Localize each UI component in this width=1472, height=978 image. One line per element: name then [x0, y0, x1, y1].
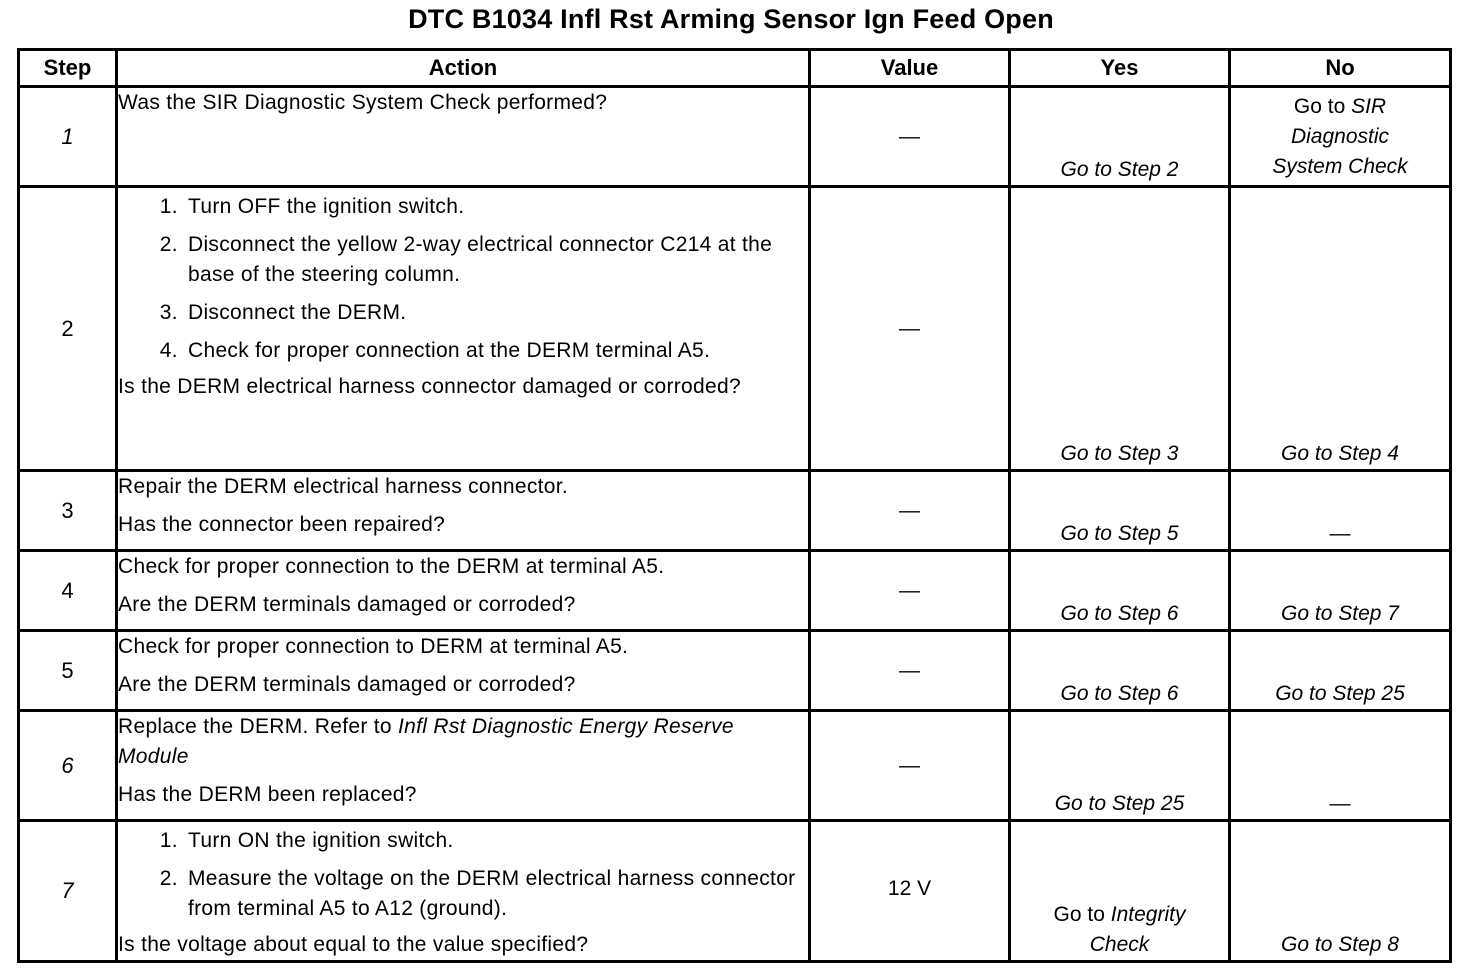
action-reference: Infl Rst Diagnostic Energy Reserve Module: [118, 715, 734, 768]
yes-cell: Go to Step 6: [1010, 551, 1230, 631]
action-text: Check for proper connection to DERM at terminal A5.: [118, 635, 629, 658]
action-text: Was the SIR Diagnostic System Check performed?: [118, 91, 608, 114]
yes-prefix: Go to: [1053, 903, 1111, 926]
action-cell: [117, 551, 810, 631]
step-number: 6: [19, 711, 117, 821]
no-cell: —: [1230, 471, 1451, 551]
no-cell: Go to Step 7: [1230, 551, 1451, 631]
no-reference: SIR: [1351, 95, 1387, 118]
value-cell: —: [810, 551, 1010, 631]
action-cell: [117, 87, 810, 187]
procedure-list: [118, 192, 808, 366]
header-step: Step: [19, 50, 117, 87]
question-text: Is the DERM electrical harness connector damaged or corroded?: [118, 375, 741, 398]
no-cell: Go to Step 4: [1230, 187, 1451, 471]
table-row: [19, 711, 1451, 821]
yes-cell: [1010, 821, 1230, 962]
header-action: Action: [117, 50, 810, 87]
action-text: Repair the DERM electrical harness connector.: [118, 475, 569, 498]
procedure-item: 1. Turn OFF the ignition switch.: [184, 192, 808, 222]
no-cell: Go to Step 25: [1230, 631, 1451, 711]
table-row: [19, 821, 1451, 962]
step-number: 2: [19, 187, 117, 471]
table-row: [19, 551, 1451, 631]
no-reference: System Check: [1272, 155, 1408, 178]
step-number: 7: [19, 821, 117, 962]
table-row: [19, 471, 1451, 551]
table-row: [19, 187, 1451, 471]
yes-cell: Go to Step 25: [1010, 711, 1230, 821]
action-cell: [117, 187, 810, 471]
step-number: 1: [19, 87, 117, 187]
action-cell: [117, 821, 810, 962]
question-text: Has the DERM been replaced?: [118, 783, 417, 806]
value-cell: —: [810, 87, 1010, 187]
no-prefix: Go to: [1293, 95, 1352, 118]
procedure-item: 4. Check for proper connection at the DERM terminal A5.: [184, 336, 808, 366]
yes-cell: Go to Step 5: [1010, 471, 1230, 551]
action-cell: [117, 711, 810, 821]
question-text: Is the voltage about equal to the value specified?: [118, 933, 589, 956]
value-cell: —: [810, 711, 1010, 821]
yes-reference: Integrity: [1110, 903, 1186, 926]
action-text: Replace the DERM. Refer to: [118, 715, 399, 738]
table-row: [19, 87, 1451, 187]
table-row: [19, 631, 1451, 711]
action-cell: [117, 471, 810, 551]
step-number: 4: [19, 551, 117, 631]
procedure-item: 3. Disconnect the DERM.: [184, 298, 808, 328]
question-text: Are the DERM terminals damaged or corroded?: [118, 673, 576, 696]
question-text: Has the connector been repaired?: [118, 513, 446, 536]
no-cell: —: [1230, 711, 1451, 821]
procedure-item: 2. Measure the voltage on the DERM electrical harness connector from terminal A5 to A12 (ground).: [184, 864, 808, 924]
diagnostic-table: [17, 48, 1452, 963]
page-title: DTC B1034 Infl Rst Arming Sensor Ign Feed Open: [408, 4, 1054, 34]
no-reference: Diagnostic: [1290, 125, 1390, 148]
value-cell: —: [810, 631, 1010, 711]
yes-cell: Go to Step 3: [1010, 187, 1230, 471]
yes-cell: Go to Step 6: [1010, 631, 1230, 711]
table-header-row: [19, 50, 1451, 87]
action-cell: [117, 631, 810, 711]
value-cell: —: [810, 187, 1010, 471]
no-cell: [1230, 87, 1451, 187]
procedure-list: [118, 826, 808, 924]
procedure-item: 1. Turn ON the ignition switch.: [184, 826, 808, 856]
no-cell: Go to Step 8: [1230, 821, 1451, 962]
step-number: 5: [19, 631, 117, 711]
action-text: Check for proper connection to the DERM at terminal A5.: [118, 555, 665, 578]
yes-cell: Go to Step 2: [1010, 87, 1230, 187]
header-yes: Yes: [1010, 50, 1230, 87]
header-no: No: [1230, 50, 1451, 87]
yes-reference: Check: [1089, 933, 1150, 956]
header-value: Value: [810, 50, 1010, 87]
value-cell: —: [810, 471, 1010, 551]
value-cell: 12 V: [810, 821, 1010, 962]
question-text: Are the DERM terminals damaged or corroded?: [118, 593, 576, 616]
step-number: 3: [19, 471, 117, 551]
procedure-item: 2. Disconnect the yellow 2-way electrical connector C214 at the base of the steering column.: [184, 230, 808, 290]
